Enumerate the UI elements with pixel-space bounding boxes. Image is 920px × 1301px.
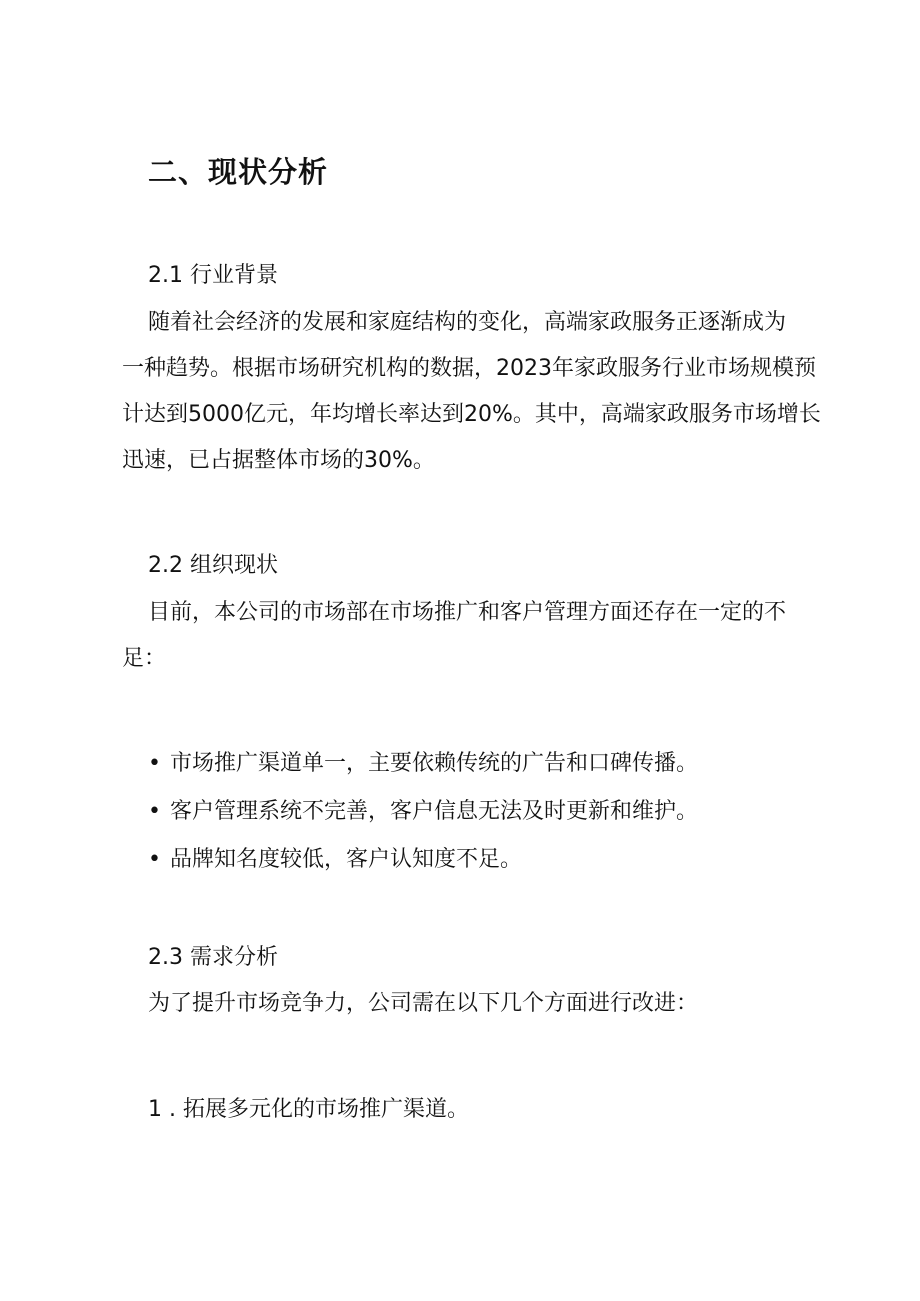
paragraph-line: 一种趋势。根据市场研究机构的数据，2023年家政服务行业市场规模预 bbox=[122, 356, 816, 381]
list-item bbox=[148, 746, 698, 777]
bullet-icon: • bbox=[148, 847, 161, 872]
paragraph-line: 足： bbox=[122, 646, 167, 671]
heading-2-1: 2.1 行业背景 bbox=[148, 263, 278, 288]
heading-2-3: 2.3 需求分析 bbox=[148, 945, 278, 970]
list-item-text: 客户管理系统不完善，客户信息无法及时更新和维护。 bbox=[170, 799, 699, 824]
paragraph-line: 目前，本公司的市场部在市场推广和客户管理方面还存在一定的不 bbox=[148, 600, 787, 625]
paragraph-line: 计达到5000亿元，年均增长率达到20%。其中，高端家政服务市场增长 bbox=[122, 402, 821, 427]
paragraph-line: 迅速，已占据整体市场的30%。 bbox=[122, 448, 435, 473]
paragraph-line: 随着社会经济的发展和家庭结构的变化，高端家政服务正逐渐成为 bbox=[148, 310, 787, 335]
bullet-icon: • bbox=[148, 751, 161, 776]
heading-2-2: 2.2 组织现状 bbox=[148, 553, 278, 578]
bullet-icon: • bbox=[148, 799, 161, 824]
paragraph-organization-status bbox=[122, 590, 828, 682]
numbered-item: 1 . 拓展多元化的市场推广渠道。 bbox=[148, 1097, 469, 1122]
list-item bbox=[148, 842, 522, 873]
list-item-text: 市场推广渠道单一，主要依赖传统的广告和口碑传播。 bbox=[170, 751, 699, 776]
paragraph-industry-background bbox=[122, 300, 828, 484]
list-item-text: 品牌知名度较低，客户认知度不足。 bbox=[170, 847, 523, 872]
section-title: 二、现状分析 bbox=[148, 155, 329, 189]
list-item bbox=[148, 794, 698, 825]
paragraph-needs-intro: 为了提升市场竞争力，公司需在以下几个方面进行改进： bbox=[148, 991, 699, 1016]
